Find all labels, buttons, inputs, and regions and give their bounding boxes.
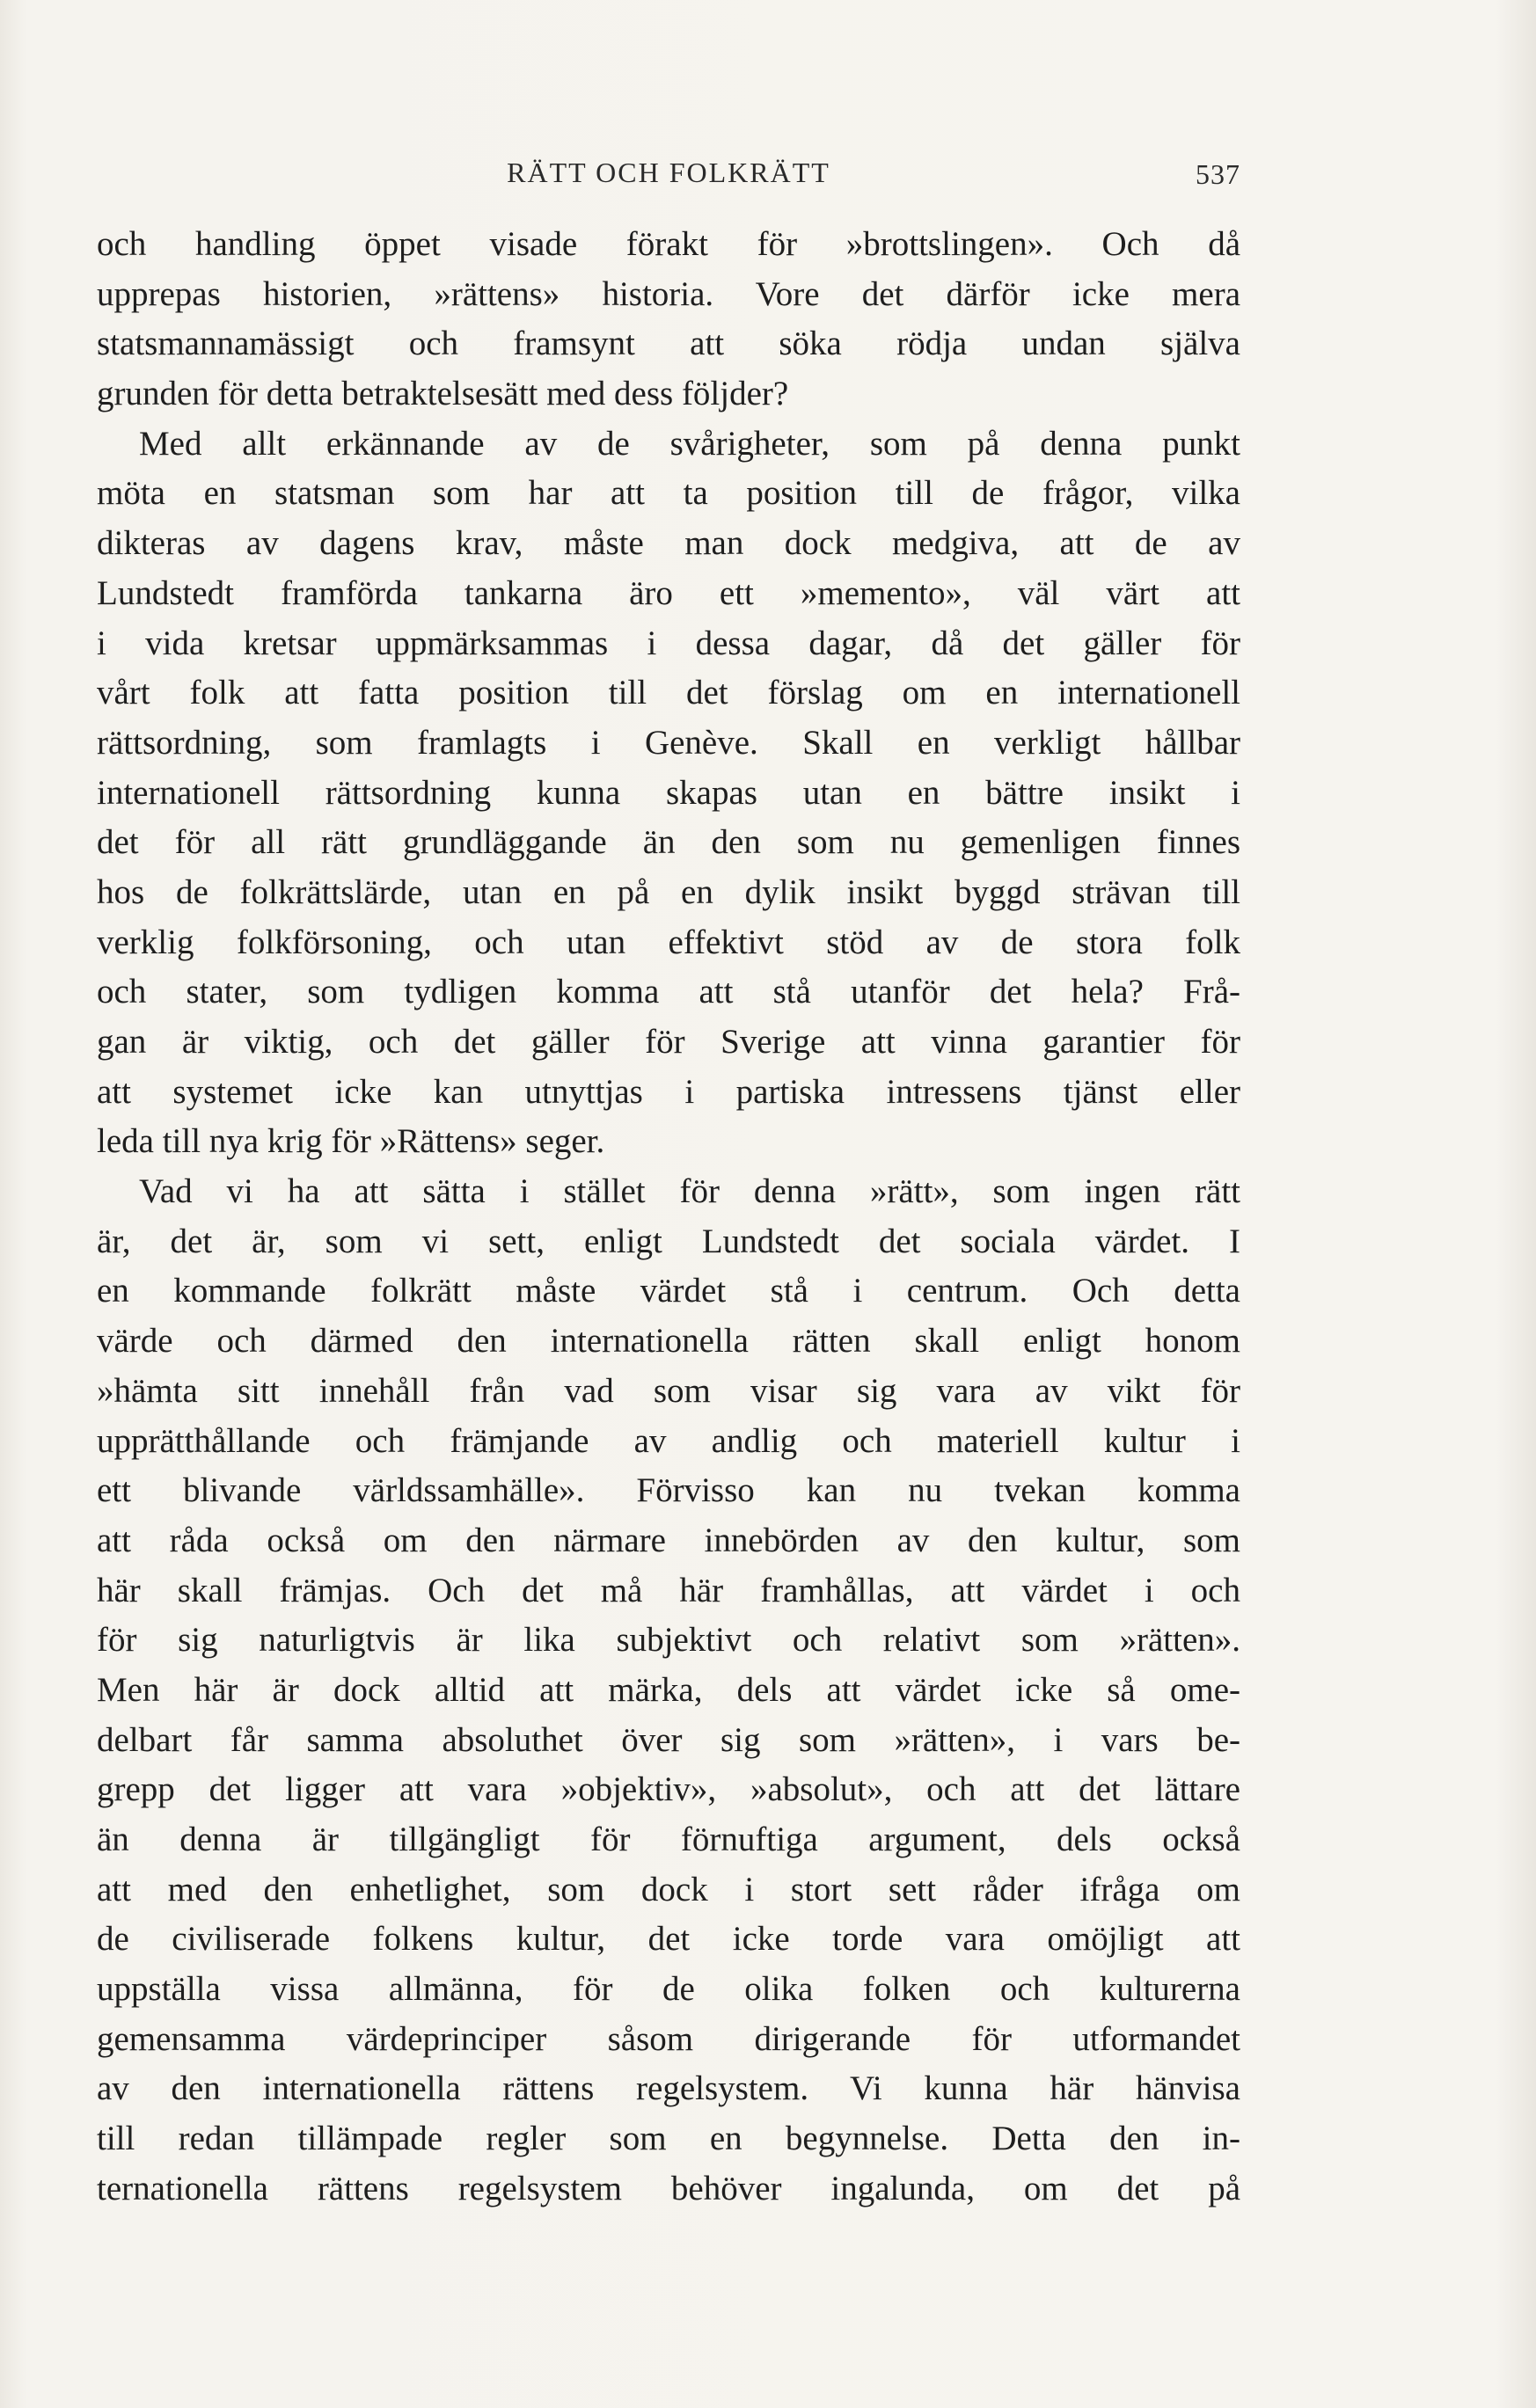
- text-line: än denna är tillgängligt för förnuftiga argument, dels också: [97, 1821, 1240, 1858]
- text-line: statsmannamässigt och framsynt att söka rödja undan själva: [97, 325, 1240, 363]
- text-line: internationell rättsordning kunna skapas utan en bättre insikt i: [97, 773, 1240, 812]
- text-line: en kommande folkrätt måste värdet stå i centrum. Och detta: [97, 1272, 1240, 1310]
- text-line: upprätthållande och främjande av andlig och materiell kultur i: [97, 1421, 1240, 1460]
- text-line: gan är viktig, och det gäller för Sverige att vinna garantier för: [97, 1023, 1240, 1061]
- text-line: att systemet icke kan utnyttjas i partiska intressens tjänst eller: [97, 1072, 1240, 1111]
- body-text: [97, 220, 1240, 2215]
- text-line: »hämta sitt innehåll från vad som visar sig vara av vikt för: [97, 1371, 1240, 1410]
- text-line: grepp det ligger att vara »objektiv», »absolut», och att det lättare: [97, 1770, 1240, 1809]
- text-line: delbart får samma absoluthet över sig som »rätten», i vars be-: [97, 1720, 1240, 1759]
- text-line: grunden för detta betraktelsesätt med dess följder?: [97, 375, 789, 413]
- text-line: verklig folkförsoning, och utan effektivt stöd av de stora folk: [97, 923, 1240, 961]
- text-line: ett blivande världssamhälle». Förvisso kan nu tvekan komma: [97, 1471, 1240, 1510]
- text-line: upprepas historien, »rättens» historia. Vore det därför icke mera: [97, 274, 1240, 313]
- text-line: leda till nya krig för »Rättens» seger.: [97, 1122, 605, 1161]
- text-line: av den internationella rättens regelsystem. Vi kunna här hänvisa: [97, 2069, 1240, 2108]
- text-line: rättsordning, som framlagts i Genève. Skall en verkligt hållbar: [97, 723, 1240, 762]
- paragraph-2: [97, 420, 1240, 1167]
- text-line: är, det är, som vi sett, enligt Lundstedt det sociala värdet. I: [97, 1222, 1240, 1260]
- text-line: vårt folk att fatta position till det förslag om en internationell: [97, 674, 1240, 712]
- running-title: RÄTT OCH FOLKRÄTT: [507, 157, 830, 188]
- text-line: Men här är dock alltid att märka, dels att värdet icke så ome-: [97, 1670, 1240, 1709]
- paragraph-1: [97, 220, 1240, 420]
- text-line: här skall främjas. Och det må här framhållas, att värdet i och: [97, 1571, 1240, 1609]
- text-line: att med den enhetlighet, som dock i stort sett råder ifråga om: [97, 1870, 1240, 1908]
- text-line: och stater, som tydligen komma att stå utanför det hela? Frå-: [97, 973, 1240, 1011]
- text-line: till redan tillämpade regler som en begynnelse. Detta den in-: [97, 2120, 1240, 2158]
- text-line: och handling öppet visade förakt för »brottslingen». Och då: [97, 225, 1240, 263]
- text-line: ternationella rättens regelsystem behöver ingalunda, om det på: [97, 2169, 1240, 2207]
- text-line: Vad vi ha att sätta i stället för denna »rätt», som ingen rätt: [139, 1172, 1240, 1211]
- text-line: gemensamma värdeprinciper såsom dirigerande för utformandet: [97, 2019, 1240, 2058]
- text-line: för sig naturligtvis är lika subjektivt och relativt som »rätten».: [97, 1621, 1240, 1660]
- text-line: Lundstedt framförda tankarna äro ett »memento», väl värt att: [97, 573, 1240, 612]
- text-line: uppställa vissa allmänna, för de olika folken och kulturerna: [97, 1970, 1240, 2009]
- text-line: Med allt erkännande av de svårigheter, som på denna punkt: [139, 424, 1240, 463]
- text-line: värde och därmed den internationella rätten skall enligt honom: [97, 1322, 1240, 1361]
- text-line: i vida kretsar uppmärksammas i dessa dagar, då det gäller för: [97, 624, 1240, 662]
- page-number: 537: [1196, 158, 1240, 190]
- paragraph-3: [97, 1167, 1240, 2214]
- text-line: det för all rätt grundläggande än den som nu gemenligen finnes: [97, 823, 1240, 862]
- text-line: de civiliserade folkens kultur, det icke torde vara omöjligt att: [97, 1920, 1240, 1959]
- page-header: [97, 157, 1240, 201]
- text-line: hos de folkrättslärde, utan en på en dylik insikt byggd strävan till: [97, 872, 1240, 911]
- text-line: att råda också om den närmare innebörden av den kultur, som: [97, 1521, 1240, 1559]
- text-line: möta en statsman som har att ta position till de frågor, vilka: [97, 474, 1240, 513]
- text-line: dikteras av dagens krav, måste man dock medgiva, att de av: [97, 524, 1240, 563]
